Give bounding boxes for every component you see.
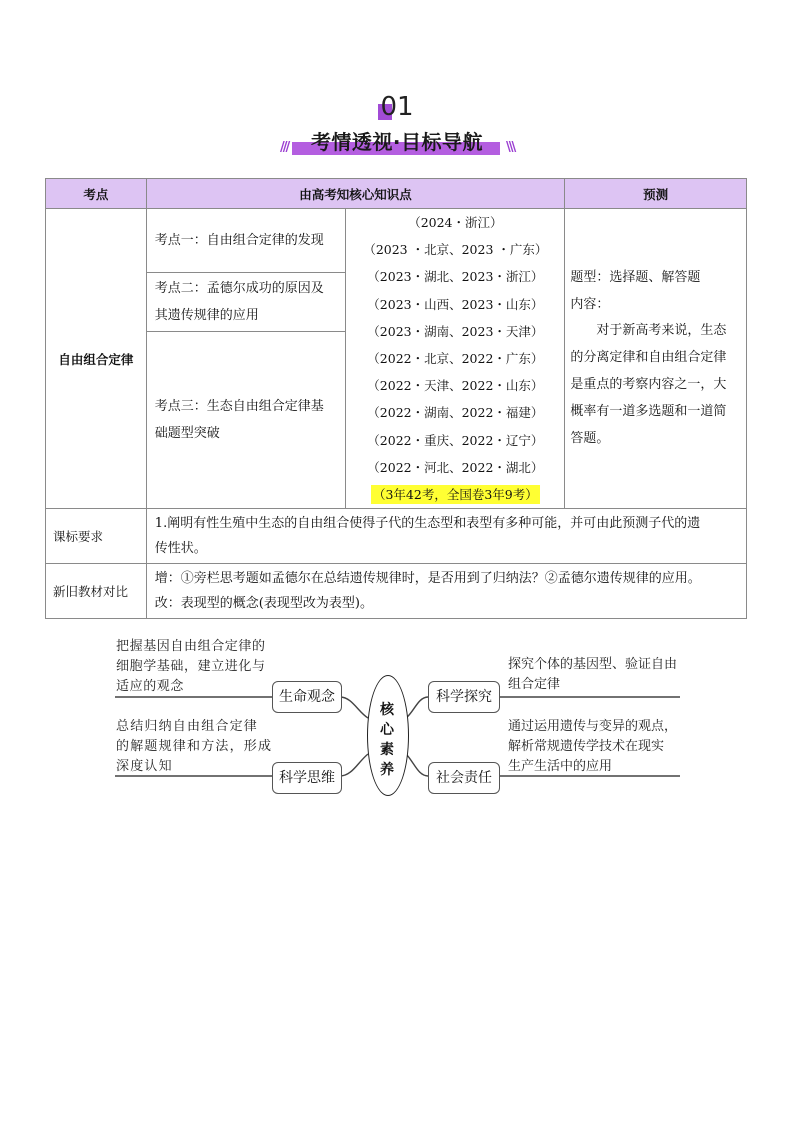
curriculum-line: 传性状。 (154, 540, 207, 556)
prediction-line: 概率有一道多选题和一道简 (570, 403, 727, 419)
mm-line-text: 深度认知 (116, 759, 173, 774)
source-line: （2023・湖南、2023・天津） (367, 323, 544, 339)
source-line: （2022・湖南、2022・福建） (367, 405, 544, 421)
prediction-line: 是重点的考察内容之一，大 (570, 377, 727, 393)
center-char: 养 (380, 762, 394, 778)
kaodian-line: 考点三：生态自由组合定律基 (154, 399, 324, 415)
prediction-line: 答题。 (570, 430, 610, 446)
curriculum-label: 课标要求 (46, 509, 147, 564)
mm-line-text: 组合定律 (508, 677, 561, 692)
kaodian-line: 其遗传规律的应用 (154, 308, 259, 324)
header-kaodian: 考点 (46, 179, 147, 209)
mm-line-text: 适应的观念 (116, 679, 185, 694)
header-prediction: 预测 (565, 179, 747, 209)
source-line: （2022・重庆、2022・辽宁） (367, 432, 544, 448)
node-scientific-inquiry: 科学探究 (428, 681, 500, 713)
compare-line: 增：①旁栏思考题如孟德尔在总结遗传规律时，是否用到了归纳法？②孟德尔遗传规律的应用。 (154, 570, 701, 586)
prediction-content-label: 内容： (570, 296, 610, 312)
mm-line-text: 细胞学基础，建立进化与 (116, 659, 266, 674)
connector-curve (406, 754, 428, 776)
topic-cell: 自由组合定律 (46, 209, 147, 509)
connector-curve (340, 697, 368, 718)
mm-line-text: 生产生活中的应用 (508, 759, 613, 774)
kaodian-line: 考点二：孟德尔成功的原因及 (154, 281, 324, 297)
kaodian-line: 础题型突破 (154, 426, 220, 442)
node-life-concept: 生命观念 (272, 681, 342, 713)
mm-line-text: 通过运用遗传与变异的观点， (508, 719, 678, 734)
prediction-line: 的分离定律和自由组合定律 (570, 350, 727, 366)
node-scientific-thinking: 科学思维 (272, 762, 342, 794)
text-scientific-thinking (116, 717, 272, 777)
source-line: （2023・湖北、2023・浙江） (367, 269, 544, 285)
source-line: （2022・北京、2022・广东） (367, 351, 544, 367)
center-char: 核 (380, 702, 394, 718)
mm-line-text: 把握基因自由组合定律的 (116, 639, 266, 654)
source-line: （2023・山西、2023・山东） (367, 296, 544, 312)
section-number: 01 (380, 92, 414, 122)
core-literacy-label (367, 700, 407, 780)
source-line: （2022・天津、2022・山东） (367, 378, 544, 394)
mm-line-text: 的解题规律和方法，形成 (116, 739, 273, 754)
header-knowledge: 由高考知核心知识点 (146, 179, 565, 209)
title-slashes-left: /// (280, 140, 289, 155)
source-line: （2022・河北、2022・湖北） (367, 459, 544, 475)
compare-label: 新旧教材对比 (46, 564, 147, 619)
compare-line: 改：表现型的概念(表现型改为表型)。 (154, 595, 373, 611)
text-scientific-inquiry (508, 655, 677, 695)
text-social-responsibility (508, 717, 677, 777)
connector-curve (340, 754, 368, 776)
mm-line-text: 探究个体的基因型、验证自由 (508, 657, 678, 672)
section-title: 考情透视·目标导航 (310, 130, 484, 154)
prediction-line: 对于新高考来说，生态 (570, 323, 727, 339)
connector-curve (406, 697, 428, 718)
kaodian-line: 考点一：自由组合定律的发现 (154, 233, 324, 249)
prediction-type: 题型：选择题、解答题 (570, 269, 701, 285)
node-social-responsibility: 社会责任 (428, 762, 500, 794)
center-char: 心 (380, 722, 394, 738)
title-slashes-right: \\\ (506, 140, 515, 155)
mm-line-text: 总结归纳自由组合定律 (116, 719, 259, 734)
center-char: 素 (380, 742, 394, 758)
sources-summary-highlight: （3年42考，全国卷3年9考） (372, 487, 538, 503)
source-line: （2023 ・北京、2023 ・广东） (363, 242, 548, 258)
mm-line-text: 解析常规遗传学技术在现实 (508, 739, 665, 754)
curriculum-line: 1.阐明有性生殖中生态的自由组合使得子代的生态型和表型有多种可能，并可由此预测子代的遗 (154, 515, 701, 531)
text-life-concept (116, 637, 266, 697)
source-line: （2024・浙江） (408, 215, 503, 230)
